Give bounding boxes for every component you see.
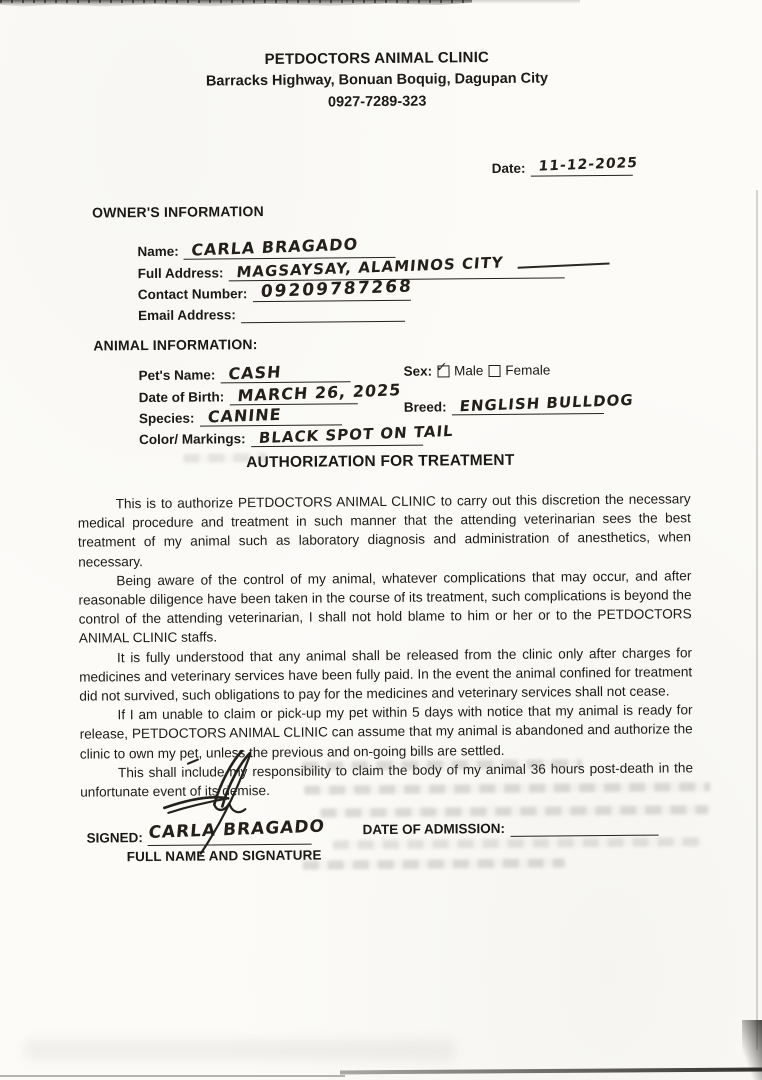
male-option-label: Male <box>453 363 484 379</box>
date-label: Date: <box>491 160 526 177</box>
dob-value: MARCH 26, 2025 <box>236 380 402 406</box>
color-markings-label: Color/ Markings: <box>139 431 246 448</box>
sex-label: Sex: <box>403 363 433 379</box>
admission-date-label: DATE OF ADMISSION: <box>362 820 506 838</box>
clinic-name: PETDOCTORS ANIMAL CLINIC <box>264 49 490 68</box>
female-checkbox <box>488 364 500 376</box>
owner-address-label: Full Address: <box>137 265 224 282</box>
owner-address-value: MAGSAYSAY, ALAMINOS CITY <box>235 253 505 282</box>
auth-paragraph: This is to authorize PETDOCTORS ANIMAL CLINIC to carry out this discretion the necessary medical procedure and treatment in such manner that the attending veterinarian sees the best treatment of my animal such as laboratory diagnosis and administration of anesthetics, when necessary. <box>77 491 692 570</box>
pet-name-value: CASH <box>227 362 283 384</box>
signed-field <box>86 816 327 847</box>
dob-underline <box>229 380 402 406</box>
species-value: CANINE <box>206 404 282 427</box>
dob-field <box>138 380 402 406</box>
male-checkbox <box>435 359 449 377</box>
owner-name-label: Name: <box>137 243 179 260</box>
owner-contact-field <box>137 276 414 303</box>
owner-contact-value: 09209787268 <box>259 276 414 303</box>
dob-label: Date of Birth: <box>138 389 225 406</box>
admission-date-field <box>362 818 658 839</box>
signed-handwritten-name: CARLA BRAGADO <box>147 816 327 844</box>
bleed-through-text <box>183 453 267 463</box>
breed-value: ENGLISH BULLDOG <box>458 390 635 416</box>
owner-email-field <box>138 304 405 324</box>
female-option-label: Female <box>505 362 551 378</box>
full-name-caption: FULL NAME AND SIGNATURE <box>126 847 322 865</box>
auth-paragraph: This shall include my responsibility to claim the body of my animal 36 hours post-death in the unfortunate event of its demise. <box>80 760 694 800</box>
bleed-through-text <box>320 805 708 817</box>
male-checkmark: ✓ <box>435 359 448 376</box>
owner-email-underline <box>241 304 405 323</box>
sex-field <box>403 359 551 379</box>
breed-label: Breed: <box>403 399 447 415</box>
bleed-through-text <box>333 837 703 849</box>
signed-label: SIGNED: <box>86 830 143 846</box>
owner-contact-underline <box>252 276 414 303</box>
clinic-phone: 0927-7289-323 <box>327 93 427 111</box>
pet-name-underline <box>220 364 350 383</box>
species-underline <box>199 404 341 427</box>
owner-section-title: OWNER'S INFORMATION <box>92 203 264 221</box>
animal-section-title: ANIMAL INFORMATION: <box>93 336 258 354</box>
authorization-title: AUTHORIZATION FOR TREATMENT <box>246 451 515 472</box>
color-markings-value: BLACK SPOT ON TAIL <box>257 421 454 448</box>
color-markings-underline <box>251 421 454 448</box>
pet-name-field <box>138 364 350 384</box>
owner-name-value: CARLA BRAGADO <box>190 234 360 260</box>
color-markings-field <box>139 421 454 448</box>
admission-date-underline <box>510 818 658 837</box>
species-label: Species: <box>138 410 195 427</box>
date-handwritten-value: 11-12-2025 <box>537 154 639 175</box>
auth-paragraph: Being aware of the control of my animal, whatever complications that may occur, and after reasonable diligence have been taken in the course of its treatment, such complications is beyond the control of the attending veterinarian, I shall not hold blame to him or her or to the PETDOCTORS ANIMAL CLINIC staffs. <box>78 568 692 647</box>
owner-email-label: Email Address: <box>137 307 236 324</box>
auth-paragraph: It is fully understood that any animal shall be released from the clinic only after charges for medicines and veterinary services have been fully paid. In the event the animal confined for treatment did not survived, such obligations to pay for the medicines and veterinary services shall not cease. <box>79 644 693 704</box>
date-field <box>491 154 639 177</box>
species-field <box>138 404 342 427</box>
signed-underline <box>147 816 327 846</box>
owner-contact-label: Contact Number: <box>137 286 248 303</box>
breed-underline <box>452 390 635 416</box>
pet-name-label: Pet's Name: <box>138 367 216 384</box>
breed-field <box>403 390 635 416</box>
owner-name-field <box>137 234 395 260</box>
bleed-through-text <box>303 858 565 869</box>
date-underline <box>530 154 639 177</box>
owner-name-underline <box>184 234 396 260</box>
auth-paragraph: If I am unable to claim or pick-up my pet within 5 days with notice that my animal is ready for release, PETDOCTORS ANIMAL CLINIC can assume that my animal is abandoned and authorize the clinic to own my pet, unless the previous and on-going bills are settled. <box>79 702 693 762</box>
clinic-address: Barracks Highway, Bonuan Boquig, Dagupan City <box>205 70 549 90</box>
